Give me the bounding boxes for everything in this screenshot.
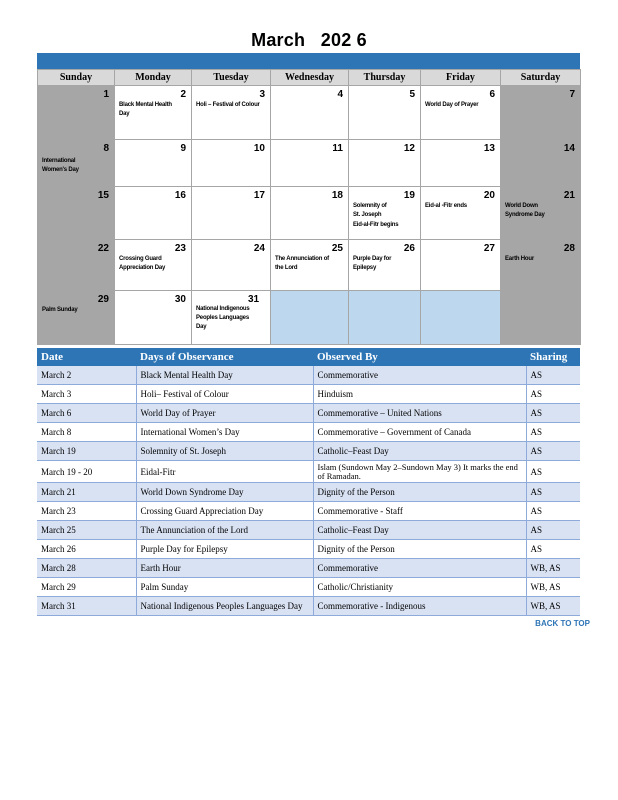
day-cell-18: [271, 187, 349, 240]
day-event: National Indigenous Peoples Languages Day: [196, 306, 250, 330]
day-cell-3: [192, 86, 271, 140]
day-number: 7: [569, 89, 575, 100]
day-cell-17: [192, 187, 271, 240]
day-number: 5: [409, 89, 415, 100]
cell-observed-by: Dignity of the Person: [313, 540, 526, 559]
cell-date: March 21: [37, 483, 136, 502]
empty-day-cell: [501, 291, 581, 345]
day-number: 6: [489, 89, 495, 100]
cell-date: March 25: [37, 521, 136, 540]
cell-observance: World Day of Prayer: [136, 404, 313, 423]
page-title: March 202 6: [251, 30, 367, 50]
col-header-date: Date: [37, 348, 136, 366]
cell-observed-by: Catholic–Feast Day: [313, 521, 526, 540]
day-number: 28: [563, 243, 575, 254]
weekday-header-row: [38, 70, 581, 86]
day-number: 3: [259, 89, 265, 100]
cell-observance: Black Mental Health Day: [136, 366, 313, 385]
day-number: 13: [483, 143, 495, 154]
day-event: The Annunciation of the Lord: [275, 256, 329, 271]
cell-sharing: AS: [526, 423, 580, 442]
day-number: 24: [253, 243, 265, 254]
day-cell-11: [271, 140, 349, 187]
cell-observed-by: Dignity of the Person: [313, 483, 526, 502]
week-row: [38, 291, 581, 345]
cell-observance: Crossing Guard Appreciation Day: [136, 502, 313, 521]
day-number: 27: [483, 243, 495, 254]
cell-observed-by: Catholic/Christianity: [313, 578, 526, 597]
day-event: Earth Hour: [505, 256, 535, 262]
cell-sharing: AS: [526, 366, 580, 385]
table-row: [37, 502, 580, 521]
day-cell-25: [271, 240, 349, 291]
cell-observance: International Women’s Day: [136, 423, 313, 442]
day-event: Holi – Festival of Colour: [196, 102, 260, 108]
cell-sharing: AS: [526, 461, 580, 483]
cell-observed-by: Islam (Sundown May 2–Sundown May 3) It marks the end of Ramadan.: [313, 461, 526, 483]
cell-observance: Earth Hour: [136, 559, 313, 578]
day-number: 29: [97, 294, 109, 305]
weekday-friday: Friday: [421, 70, 501, 86]
day-cell-30: [115, 291, 192, 345]
day-event: World Down Syndrome Day: [505, 203, 545, 218]
table-row: [37, 461, 580, 483]
cell-observance: World Down Syndrome Day: [136, 483, 313, 502]
weekday-sunday: Sunday: [38, 70, 115, 86]
day-cell-2: [115, 86, 192, 140]
table-row: [37, 578, 580, 597]
day-event: International Women's Day: [42, 158, 79, 173]
calendar-grid: [37, 69, 581, 345]
day-cell-4: [271, 86, 349, 140]
day-number: 21: [563, 190, 575, 201]
cell-observed-by: Commemorative – United Nations: [313, 404, 526, 423]
day-number: 12: [403, 143, 415, 154]
day-event: Eid-al-Fitr begins: [353, 222, 399, 228]
cell-sharing: WB, AS: [526, 597, 580, 616]
day-cell-1: [38, 86, 115, 140]
empty-day-cell: [271, 291, 349, 345]
day-cell-28: [501, 240, 581, 291]
day-cell-24: [192, 240, 271, 291]
cell-observance: The Annunciation of the Lord: [136, 521, 313, 540]
empty-day-cell: [349, 291, 421, 345]
col-header-observed: Observed By: [313, 348, 526, 366]
weekday-thursday: Thursday: [349, 70, 421, 86]
day-cell-22: [38, 240, 115, 291]
table-row: [37, 385, 580, 404]
day-cell-9: [115, 140, 192, 187]
day-cell-29: [38, 291, 115, 345]
table-row: [37, 597, 580, 616]
day-cell-20: [421, 187, 501, 240]
table-row: [37, 442, 580, 461]
day-cell-10: [192, 140, 271, 187]
day-event: Purple Day for Epilepsy: [353, 256, 392, 271]
day-event: Crossing Guard Appreciation Day: [119, 256, 166, 271]
day-event: Black Mental Health Day: [119, 102, 172, 117]
cell-date: March 8: [37, 423, 136, 442]
day-number: 8: [103, 143, 109, 154]
day-cell-31: [192, 291, 271, 345]
table-row: [37, 423, 580, 442]
day-number: 14: [563, 143, 575, 154]
table-row: [37, 540, 580, 559]
cell-sharing: AS: [526, 521, 580, 540]
cell-observance: Purple Day for Epilepsy: [136, 540, 313, 559]
day-number: 18: [331, 190, 343, 201]
day-number: 17: [253, 190, 265, 201]
table-row: [37, 366, 580, 385]
cell-sharing: AS: [526, 502, 580, 521]
cell-date: March 29: [37, 578, 136, 597]
cell-observed-by: Commemorative - Indigenous: [313, 597, 526, 616]
cell-sharing: AS: [526, 404, 580, 423]
weekday-tuesday: Tuesday: [192, 70, 271, 86]
cell-date: March 6: [37, 404, 136, 423]
day-number: 11: [332, 143, 343, 154]
cell-date: March 19 - 20: [37, 461, 136, 483]
cell-date: March 23: [37, 502, 136, 521]
week-row: [38, 187, 581, 240]
cell-observance: Holi– Festival of Colour: [136, 385, 313, 404]
cell-date: March 3: [37, 385, 136, 404]
day-number: 9: [180, 143, 186, 154]
observance-table: [37, 348, 580, 616]
day-number: 30: [174, 294, 186, 305]
cell-sharing: AS: [526, 385, 580, 404]
calendar-top-bar: [37, 53, 580, 69]
day-cell-19: [349, 187, 421, 240]
cell-observed-by: Commemorative: [313, 366, 526, 385]
day-cell-8: [38, 140, 115, 187]
day-number: 19: [403, 190, 415, 201]
day-cell-6: [421, 86, 501, 140]
cell-sharing: WB, AS: [526, 578, 580, 597]
table-row: [37, 483, 580, 502]
cell-observance: Eidal-Fitr: [136, 461, 313, 483]
col-header-sharing: Sharing: [526, 348, 580, 366]
day-cell-5: [349, 86, 421, 140]
weekday-monday: Monday: [115, 70, 192, 86]
col-header-days: Days of Observance: [136, 348, 313, 366]
empty-day-cell: [421, 291, 501, 345]
cell-sharing: AS: [526, 540, 580, 559]
day-number: 10: [253, 143, 265, 154]
day-number: 22: [97, 243, 109, 254]
week-row: [38, 240, 581, 291]
cell-observance: Solemnity of St. Joseph: [136, 442, 313, 461]
day-number: 2: [180, 89, 186, 100]
day-cell-13: [421, 140, 501, 187]
day-event: Eid-al -Fitr ends: [425, 203, 467, 209]
weekday-saturday: Saturday: [501, 70, 581, 86]
week-row: [38, 86, 581, 140]
day-cell-21: [501, 187, 581, 240]
cell-date: March 19: [37, 442, 136, 461]
day-cell-27: [421, 240, 501, 291]
day-event: Palm Sunday: [42, 307, 78, 313]
week-row: [38, 140, 581, 187]
table-row: [37, 559, 580, 578]
cell-observed-by: Catholic–Feast Day: [313, 442, 526, 461]
back-to-top-link[interactable]: BACK TO TOP: [535, 619, 590, 628]
day-number: 31: [248, 294, 260, 305]
cell-observed-by: Commemorative - Staff: [313, 502, 526, 521]
cell-observed-by: Commemorative – Government of Canada: [313, 423, 526, 442]
day-number: 16: [174, 190, 186, 201]
day-cell-7: [501, 86, 581, 140]
day-cell-14: [501, 140, 581, 187]
day-number: 4: [337, 89, 343, 100]
day-number: 26: [403, 243, 415, 254]
table-row: [37, 521, 580, 540]
weekday-wednesday: Wednesday: [271, 70, 349, 86]
day-event: World Day of Prayer: [425, 102, 479, 108]
cell-date: March 26: [37, 540, 136, 559]
table-row: [37, 404, 580, 423]
day-number: 20: [483, 190, 495, 201]
day-cell-26: [349, 240, 421, 291]
cell-observed-by: Commemorative: [313, 559, 526, 578]
day-event: Solemnity of St. Joseph: [353, 203, 387, 218]
cell-observance: National Indigenous Peoples Languages Day: [136, 597, 313, 616]
day-number: 15: [97, 190, 109, 201]
day-number: 25: [331, 243, 343, 254]
day-number: 1: [103, 89, 109, 100]
day-number: 23: [174, 243, 186, 254]
cell-sharing: AS: [526, 483, 580, 502]
cell-sharing: AS: [526, 442, 580, 461]
day-cell-15: [38, 187, 115, 240]
cell-sharing: WB, AS: [526, 559, 580, 578]
cell-date: March 2: [37, 366, 136, 385]
day-cell-12: [349, 140, 421, 187]
cell-date: March 28: [37, 559, 136, 578]
day-cell-16: [115, 187, 192, 240]
observance-header-row: [37, 348, 580, 366]
day-cell-23: [115, 240, 192, 291]
cell-observance: Palm Sunday: [136, 578, 313, 597]
cell-date: March 31: [37, 597, 136, 616]
cell-observed-by: Hinduism: [313, 385, 526, 404]
